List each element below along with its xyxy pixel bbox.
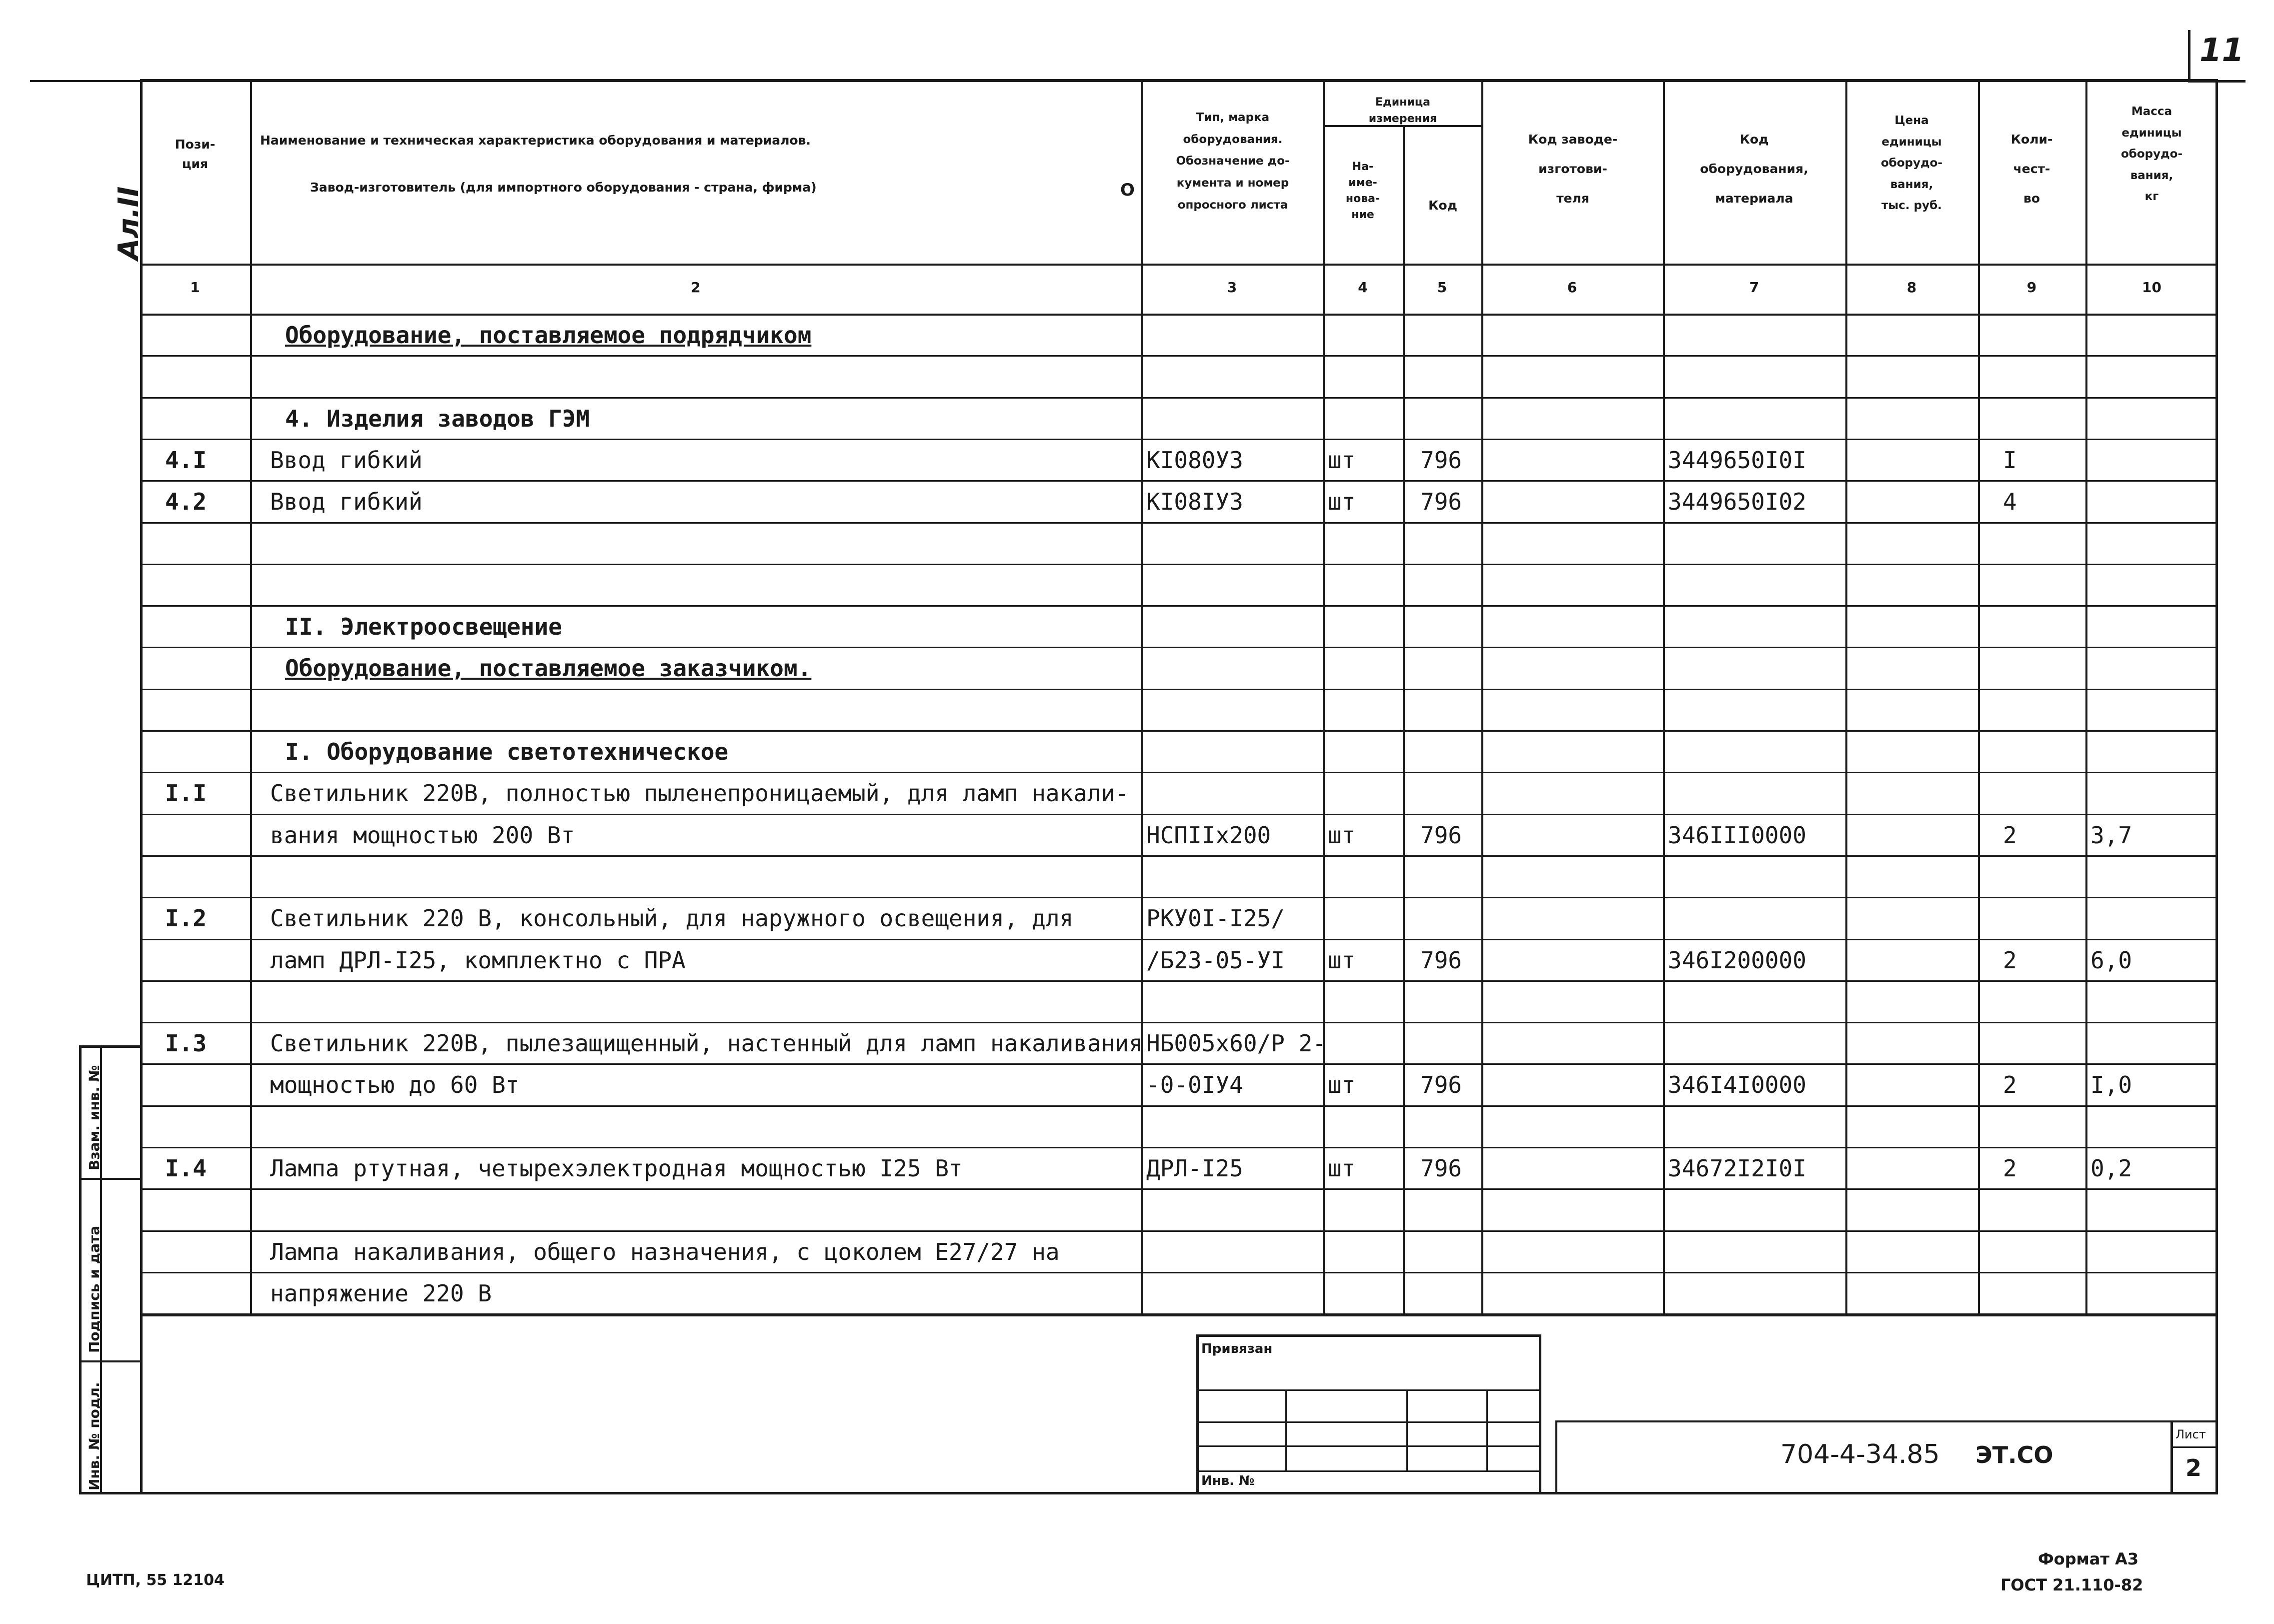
- cell-eq-code: 34672I2I0I: [1668, 1155, 1806, 1182]
- side-label-inv-orig: Инв. № подл.: [86, 1382, 103, 1490]
- cell-unit-code: 796: [1420, 946, 1462, 974]
- cell-name: ламп ДРЛ-I25, комплектно с ПРА: [270, 946, 686, 974]
- row-separator: [140, 564, 2218, 565]
- row-separator: [140, 1188, 2218, 1190]
- cell-eq-code: 346I4I0000: [1668, 1071, 1806, 1099]
- cell-mass: I,0: [2090, 1071, 2132, 1099]
- cell-name: Лампа накаливания, общего назначения, с цоколем Е27/27 на: [270, 1238, 1060, 1265]
- tied-box-line-2: [1196, 1421, 1541, 1423]
- header-col8: Цена единицы оборудо- вания, тыс. руб.: [1880, 114, 1943, 213]
- cell-name: I. Оборудование светотехническое: [285, 738, 729, 765]
- colnum-3: 3: [1227, 279, 1237, 296]
- title-block-left: [1555, 1420, 1557, 1494]
- cell-position: 4.2: [165, 488, 207, 516]
- colnum-4: 4: [1358, 279, 1368, 296]
- header-col4: На- име- нова- ние: [1345, 161, 1380, 221]
- row-separator: [140, 689, 2218, 690]
- cell-unit-code: 796: [1420, 1155, 1462, 1182]
- cell-quantity: 2: [2003, 946, 2017, 974]
- cell-unit: шт: [1328, 1155, 1356, 1182]
- cell-type: ДРЛ-I25: [1146, 1155, 1243, 1182]
- cell-quantity: 2: [2003, 1071, 2017, 1099]
- cell-name: Ввод гибкий: [270, 488, 423, 516]
- header-col1: Пози- ция: [175, 137, 216, 171]
- row-separator: [140, 647, 2218, 648]
- row-separator: [140, 897, 2218, 898]
- row-separator: [140, 397, 2218, 399]
- stamp-doc-code: 704-4-34.85: [1780, 1439, 1940, 1469]
- header-col2-line1: Наименование и техническая характеристика оборудования и материалов.: [260, 133, 811, 148]
- colnum-5: 5: [1437, 279, 1447, 296]
- row-separator: [140, 1230, 2218, 1232]
- footer-left: ЦИТП, 55 12104: [86, 1571, 225, 1589]
- row-separator: [140, 772, 2218, 773]
- cell-name: Ввод гибкий: [270, 446, 423, 474]
- stamp-inv-label: Инв. №: [1201, 1473, 1255, 1488]
- row-separator: [140, 855, 2218, 857]
- cell-name: Светильник 220 В, консольный, для наружного освещения, для: [270, 905, 1074, 932]
- side-strip-div-1: [79, 1178, 143, 1180]
- stamp-sheet-label: Лист: [2175, 1427, 2206, 1441]
- colnum-10: 10: [2142, 279, 2161, 296]
- cell-name: мощностью до 60 Вт: [270, 1071, 520, 1099]
- stamp-sheet-number: 2: [2185, 1454, 2202, 1481]
- header-col6: Код заводе- изготови- теля: [1528, 132, 1618, 206]
- row-separator: [140, 1022, 2218, 1023]
- cell-quantity: 4: [2003, 488, 2017, 516]
- header-col3: Тип, марка оборудования. Обозначение до- кумента и номер опросного листа: [1176, 111, 1290, 212]
- cell-position: I.4: [165, 1155, 207, 1182]
- cell-quantity: 2: [2003, 821, 2017, 849]
- cell-unit: шт: [1328, 488, 1356, 516]
- row-separator: [140, 1063, 2218, 1065]
- row-separator: [140, 1147, 2218, 1148]
- header-col9: Коли- чест- во: [2010, 132, 2053, 206]
- cell-eq-code: 3449650I02: [1668, 488, 1806, 516]
- side-label-inv-replace: Взам. инв. №: [86, 1065, 103, 1170]
- header-col7: Код оборудования, материала: [1700, 132, 1808, 206]
- row-separator: [140, 730, 2218, 732]
- cell-unit: шт: [1328, 821, 1356, 849]
- colnum-8: 8: [1906, 279, 1917, 296]
- title-block-top: [1555, 1420, 2218, 1422]
- row-separator: [140, 1272, 2218, 1273]
- cell-unit-code: 796: [1420, 446, 1462, 474]
- cell-mass: 3,7: [2090, 821, 2132, 849]
- cell-position: 4.I: [165, 446, 207, 474]
- cell-unit: шт: [1328, 1071, 1356, 1099]
- cell-type: -0-0IУ4: [1146, 1071, 1243, 1099]
- cell-unit-code: 796: [1420, 1071, 1462, 1099]
- cell-name: Оборудование, поставляемое заказчиком.: [285, 655, 812, 682]
- header-bottom: [140, 264, 2218, 266]
- colnum-7: 7: [1749, 279, 1759, 296]
- colnum-row-bottom: [140, 314, 2218, 316]
- cell-eq-code: 346III0000: [1668, 821, 1806, 849]
- cell-name: II. Электроосвещение: [285, 613, 562, 641]
- cell-type: НСПIIх200: [1146, 821, 1271, 849]
- row-separator: [140, 939, 2218, 940]
- row-separator: [140, 1105, 2218, 1107]
- cell-name: 4. Изделия заводов ГЭМ: [285, 405, 590, 432]
- row-separator: [140, 480, 2218, 482]
- cell-unit: шт: [1328, 446, 1356, 474]
- cell-type: KI08IУ3: [1146, 488, 1243, 516]
- header-col5: Код: [1428, 198, 1457, 213]
- sheet-box-divider: [2170, 1446, 2218, 1448]
- cell-name: Светильник 220В, полностью пыленепроницаемый, для ламп накали-: [270, 780, 1129, 807]
- row-separator: [140, 1313, 2218, 1315]
- header-col2-circle-mark: O: [1120, 180, 1135, 200]
- left-margin-mark: Ал.II: [113, 186, 145, 260]
- tied-box-col-1: [1285, 1389, 1287, 1470]
- cell-type: РКУ0I-I25/: [1146, 905, 1285, 932]
- colnum-6: 6: [1567, 279, 1577, 296]
- cell-name: напряжение 220 В: [270, 1279, 492, 1307]
- footer-format: Формат А3: [2038, 1549, 2139, 1568]
- col-sep-4-5: [1403, 125, 1405, 1314]
- cell-type: НБ005х60/Р 2-: [1146, 1030, 1327, 1057]
- cell-name: вания мощностью 200 Вт: [270, 821, 575, 849]
- row-separator: [140, 605, 2218, 607]
- footer-gost: ГОСТ 21.110-82: [2000, 1575, 2143, 1594]
- cell-mass: 0,2: [2090, 1155, 2132, 1182]
- stamp-tied-label: Привязан: [1201, 1341, 1273, 1356]
- side-strip-div-2: [79, 1360, 143, 1362]
- cell-name: Лампа ртутная, четырехэлектродная мощностью I25 Вт: [270, 1155, 963, 1182]
- row-separator: [140, 439, 2218, 440]
- cell-type: /Б23-05-УI: [1146, 946, 1285, 974]
- stamp-doc-mark: ЭТ.СО: [1975, 1441, 2053, 1468]
- cell-position: I.3: [165, 1030, 207, 1057]
- tied-box-line-4: [1196, 1470, 1541, 1472]
- colnum-9: 9: [2026, 279, 2037, 296]
- cell-quantity: 2: [2003, 1155, 2017, 1182]
- tied-box-line-3: [1196, 1445, 1541, 1447]
- cell-mass: 6,0: [2090, 946, 2132, 974]
- cell-position: I.2: [165, 905, 207, 932]
- cell-eq-code: 346I200000: [1668, 946, 1806, 974]
- cell-eq-code: 3449650I0I: [1668, 446, 1806, 474]
- tied-box-line-1: [1196, 1389, 1541, 1391]
- tied-box-col-2: [1406, 1389, 1408, 1470]
- row-separator: [140, 522, 2218, 524]
- side-label-sign-date: Подпись и дата: [86, 1225, 103, 1353]
- cell-type: KI080У3: [1146, 446, 1243, 474]
- header-col10: Масса единицы оборудо- вания, кг: [2120, 105, 2183, 204]
- cell-unit: шт: [1328, 946, 1356, 974]
- cell-name: Оборудование, поставляемое подрядчиком: [285, 322, 812, 349]
- row-separator: [140, 814, 2218, 815]
- tied-box-col-3: [1486, 1389, 1488, 1470]
- colnum-2: 2: [691, 279, 701, 296]
- row-separator: [140, 980, 2218, 982]
- header-col2-line2: Завод-изготовитель (для импортного оборудования - страна, фирма): [310, 180, 817, 195]
- cell-position: I.I: [165, 780, 207, 807]
- row-separator: [140, 355, 2218, 357]
- cell-quantity: I: [2003, 446, 2017, 474]
- cell-unit-code: 796: [1420, 821, 1462, 849]
- corner-sheet-number: 11: [2199, 32, 2244, 69]
- colnum-1: 1: [190, 279, 200, 296]
- cell-unit-code: 796: [1420, 488, 1462, 516]
- header-col45-group: Единица измерения: [1368, 96, 1437, 125]
- cell-name: Светильник 220В, пылезащищенный, настенный для ламп накаливания: [270, 1030, 1143, 1057]
